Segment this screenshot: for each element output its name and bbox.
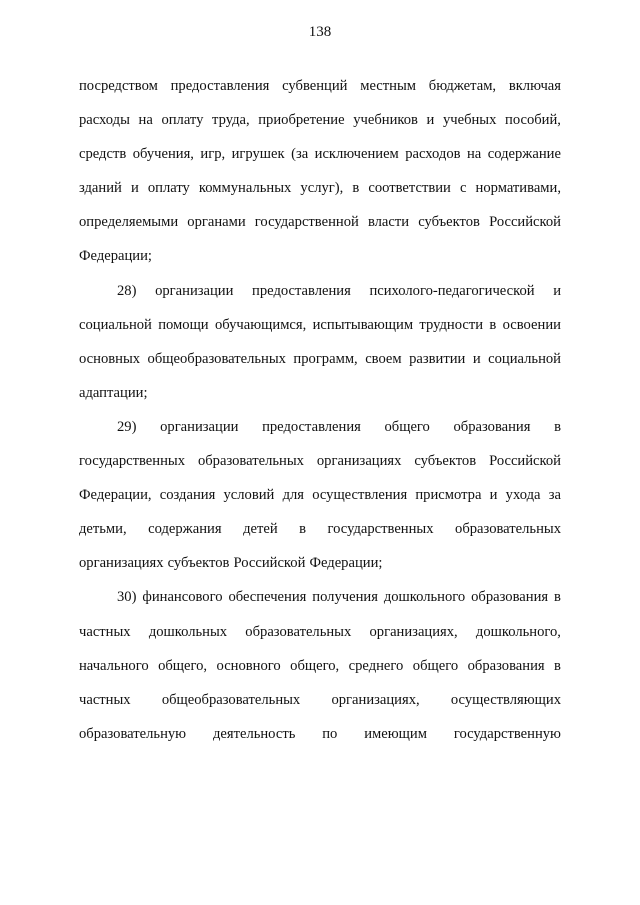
word: образования — [471, 589, 549, 606]
word: субвенций — [282, 78, 348, 94]
word: Российской — [489, 214, 561, 231]
word: организациях, — [331, 691, 420, 708]
word: 30) — [117, 589, 137, 606]
word: включая — [508, 78, 561, 94]
word: обеспечения — [228, 589, 307, 606]
word: в — [299, 521, 307, 538]
word: соответствии — [368, 180, 451, 197]
word: государственной — [254, 214, 359, 231]
text-line — [79, 417, 561, 451]
word: адаптации; — [79, 384, 148, 401]
word: дошкольных — [148, 623, 228, 640]
word: исключением — [314, 146, 399, 163]
word: в — [554, 657, 561, 674]
text-line — [79, 451, 561, 485]
word: общего — [412, 657, 459, 674]
word: Федерации, — [79, 487, 152, 504]
word: с — [459, 180, 467, 197]
text-line — [79, 178, 561, 212]
word: социальной — [79, 316, 152, 333]
text-line — [79, 110, 561, 144]
word: для — [282, 487, 304, 504]
text-line — [79, 76, 561, 110]
word: создания — [159, 487, 216, 504]
text-line — [79, 349, 561, 383]
word: основных — [79, 350, 141, 367]
word: испытывающим — [312, 316, 414, 333]
word: власти — [367, 214, 410, 231]
word: обучающимся, — [214, 316, 307, 333]
word: приобретение — [258, 112, 345, 129]
word: нормативами, — [475, 180, 561, 197]
word: услуг), — [300, 180, 344, 197]
word: осуществляющих — [450, 691, 561, 708]
text-line — [79, 519, 561, 553]
word: своем — [365, 350, 402, 367]
word: общего, — [158, 657, 208, 674]
word: Российской — [489, 453, 561, 470]
word: присмотра — [415, 487, 482, 504]
word: осуществления — [312, 487, 408, 504]
word: учебных — [442, 112, 497, 129]
word: детьми, — [79, 521, 127, 538]
word: пособий, — [505, 112, 561, 129]
word: общеобразовательных — [147, 350, 286, 367]
word: в — [554, 418, 561, 435]
word: организациях, — [369, 623, 458, 640]
word: расходы — [79, 112, 130, 129]
word: трудности — [419, 316, 484, 333]
word: органами — [187, 214, 246, 231]
text-line — [79, 144, 561, 178]
word: образовательных — [455, 521, 561, 538]
word: государственных — [79, 453, 186, 470]
word: среднего — [348, 657, 404, 674]
word: и — [426, 112, 435, 129]
text-line — [79, 553, 561, 587]
word: образования — [453, 418, 531, 435]
word: дошкольного — [383, 589, 466, 606]
text-line — [79, 212, 561, 246]
text-line — [79, 724, 561, 758]
word: Российской — [233, 555, 306, 572]
page-number: 138 — [308, 24, 332, 40]
word: труда, — [212, 112, 250, 129]
word: образовательных — [197, 453, 304, 470]
word: и — [553, 282, 561, 299]
word: детей — [243, 521, 278, 538]
word: оплату — [147, 180, 190, 197]
word: получения — [312, 589, 378, 606]
word: предоставления — [170, 78, 270, 94]
text-line — [79, 485, 561, 519]
word: организациях — [316, 453, 402, 470]
word: развитии — [409, 350, 466, 367]
word: 28) — [117, 282, 137, 299]
word: коммунальных — [198, 180, 292, 197]
text-line — [79, 690, 561, 724]
word: освоении — [502, 316, 561, 333]
word: основного — [216, 657, 281, 674]
word: общеобразовательных — [161, 691, 301, 708]
word: бюджетам, — [428, 78, 497, 94]
word: за — [548, 487, 561, 504]
word: зданий — [79, 180, 122, 197]
word: организации — [155, 282, 234, 299]
word: средств — [79, 146, 127, 163]
word: на — [138, 112, 153, 129]
word: в — [489, 316, 497, 333]
word: в — [554, 589, 561, 606]
word: и — [130, 180, 139, 197]
word: местным — [360, 78, 417, 94]
word: государственных — [327, 521, 434, 538]
word: на — [467, 146, 482, 163]
word: и — [472, 350, 481, 367]
word: и — [489, 487, 498, 504]
text-line — [79, 587, 561, 621]
word: социальной — [488, 350, 561, 367]
word: частных — [79, 623, 131, 640]
word: условий — [223, 487, 275, 504]
word: расходов — [405, 146, 461, 163]
word: ухода — [505, 487, 541, 504]
word: государственную — [453, 725, 561, 742]
word: предоставления — [262, 418, 361, 435]
word: обучения, — [132, 146, 194, 163]
word: субъектов — [167, 555, 230, 572]
text-line — [79, 246, 561, 280]
word: частных — [79, 691, 131, 708]
word: образовательных — [245, 623, 352, 640]
word: программ, — [293, 350, 358, 367]
word: игрушек — [231, 146, 285, 163]
word: начального — [79, 657, 149, 674]
word: субъектов — [414, 453, 477, 470]
word: (за — [291, 146, 309, 163]
word: содержание — [487, 146, 561, 163]
word: дошкольного, — [475, 623, 561, 640]
word: образовательную — [79, 725, 187, 742]
word: Федерации; — [79, 248, 152, 265]
word: Федерации; — [309, 555, 383, 572]
word: образования — [467, 657, 545, 674]
text-line — [79, 383, 561, 417]
word: помощи — [158, 316, 209, 333]
word: предоставления — [252, 282, 351, 299]
word: определяемыми — [79, 214, 179, 231]
word: деятельность — [212, 725, 296, 742]
word: организациях — [79, 555, 164, 572]
word: имеющим — [364, 725, 427, 742]
text-line — [79, 656, 561, 690]
word: содержания — [148, 521, 222, 538]
word: посредством — [79, 78, 158, 94]
word: субъектов — [418, 214, 480, 231]
word: психолого-педагогической — [369, 282, 535, 299]
word: игр, — [200, 146, 226, 163]
document-body — [79, 76, 561, 758]
word: финансового — [142, 589, 223, 606]
word: оплату — [161, 112, 204, 129]
text-line — [79, 281, 561, 315]
word: 29) — [117, 418, 137, 435]
word: по — [322, 725, 338, 742]
word: общего — [384, 418, 430, 435]
word: учебников — [353, 112, 418, 129]
text-line — [79, 622, 561, 656]
word: организации — [160, 418, 239, 435]
word: в — [352, 180, 360, 197]
word: общего, — [290, 657, 340, 674]
text-line — [79, 315, 561, 349]
